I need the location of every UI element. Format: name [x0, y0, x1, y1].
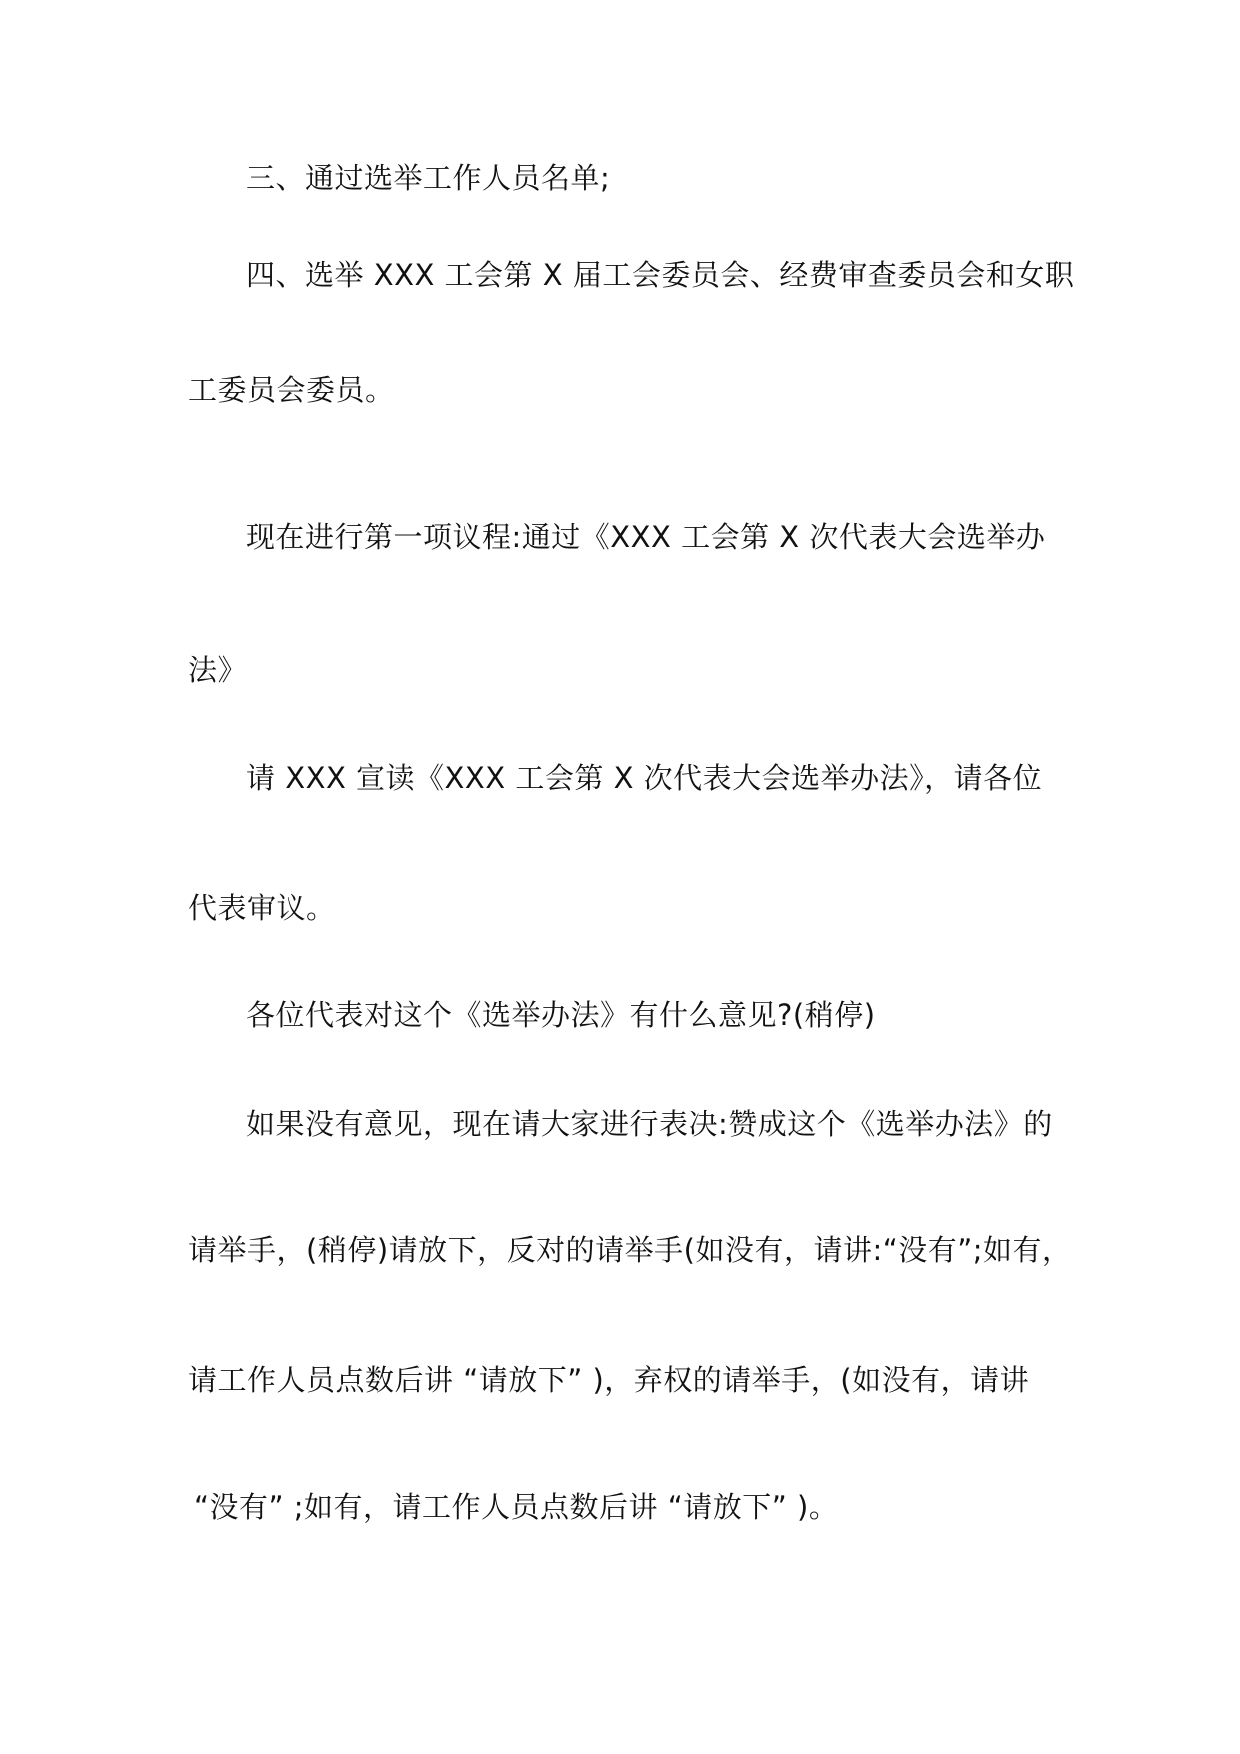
text-line-3: 工委员会委员。	[188, 373, 395, 407]
text-line-11: 请工作人员点数后讲 “请放下” )，弃权的请举手，(如没有，请讲	[188, 1363, 1030, 1397]
text-line-4: 现在进行第一项议程:通过《XXX 工会第 X 次代表大会选举办	[246, 520, 1046, 554]
text-line-6: 请 XXX 宣读《XXX 工会第 X 次代表大会选举办法》，请各位	[246, 761, 1043, 795]
text-line-7: 代表审议。	[188, 891, 336, 925]
text-line-1: 三、通过选举工作人员名单;	[246, 161, 611, 195]
text-line-12: “没有” ;如有，请工作人员点数后讲 “请放下” )。	[194, 1490, 839, 1524]
text-line-9: 如果没有意见，现在请大家进行表决:赞成这个《选举办法》的	[246, 1107, 1053, 1141]
text-line-8: 各位代表对这个《选举办法》有什么意见?(稍停)	[246, 998, 876, 1032]
text-line-10: 请举手，(稍停)请放下，反对的请举手(如没有，请讲:“没有”;如有，	[188, 1233, 1072, 1267]
text-line-2: 四、选举 XXX 工会第 X 届工会委员会、经费审查委员会和女职	[246, 258, 1075, 292]
text-line-5: 法》	[188, 653, 248, 687]
